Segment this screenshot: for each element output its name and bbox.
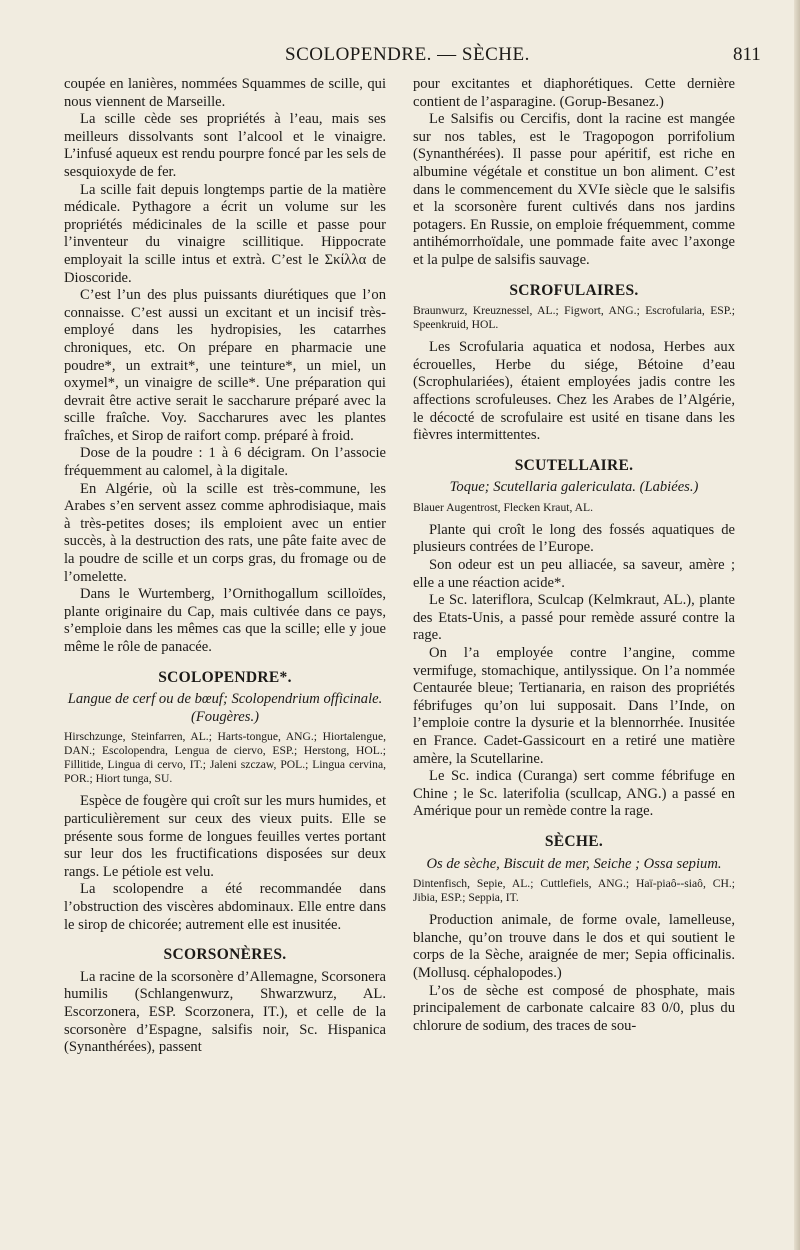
synonyms-line: Os de sèche, Biscuit de mer, Seiche ; Ossa sepium. [426, 855, 722, 872]
foreign-names: Braunwurz, Kreuznessel, AL.; Figwort, ANG.; Escrofularia, ESP.; Speenkruid, HOL. [413, 304, 735, 332]
paragraph: La scille cède ses propriétés à l’eau, mais ses meilleurs dissolvants sont l’alcool et le vinaigre. L’infusé aqueux est rendu pourpre foncé par les sels de sesquioxyde de fer. [64, 111, 386, 180]
synonyms-line: Langue de cerf ou de bœuf; Scolopendrium officinale. (Fougères.) [67, 691, 383, 725]
paragraph: Les Scrofularia aquatica et nodosa, Herbes aux écrouelles, Herbe du siége, Bétoine d’eau (Scrophulariées), étaient employées jadis contre les affections scrofuleuses. Chez les Arabes de l’Algérie, le décocté de scrofulaire est usité en tisane dans les fièvres intermittentes. [413, 339, 735, 444]
paragraph: On l’a employée contre l’angine, comme vermifuge, stomachique, antilyssique. On l’a nommée Centaurée bleue; Tertianaria, en raison des propriétés fébrifuges qu’on lui supposait. Dans l’Inde, on l’emploie contre la dysurie et la blennorrhée. Inusitée en France. Cadet-Gassicourt en a retiré une matière amère, la Scutellarine. [413, 645, 735, 767]
paragraph: Espèce de fougère qui croît sur les murs humides, et particulièrement sur ceux des vieux puits. Elle se présente sous forme de longues feuilles vertes portant sur leur dos les fructifications disposées sur deux rangs. Le pétiole est velu. [64, 793, 386, 880]
paragraph: Dans le Wurtemberg, l’Ornithogallum scilloïdes, plante originaire du Cap, mais cultivée dans ce pays, s’emploie dans les mêmes cas que la scille; elle y joue même le rôle de panacée. [64, 586, 386, 655]
paragraph: Production animale, de forme ovale, lamelleuse, blanche, qu’on trouve dans le dos et qui soutient le corps de la Sèche, araignée de mer; Sepia officinalis. (Mollusq. céphalopodes.) [413, 912, 735, 981]
paragraph: coupée en lanières, nommées Squammes de scille, qui nous viennent de Marseille. [64, 76, 386, 110]
paragraph: L’os de sèche est composé de phosphate, mais principalement de carbonate calcaire 83 0/0, plus du chlorure de sodium, des traces de sou- [413, 982, 735, 1034]
paragraph: Son odeur est un peu alliacée, sa saveur, amère ; elle a une réaction acide*. [413, 557, 735, 591]
left-column [64, 76, 386, 1057]
paragraph: Le Sc. indica (Curanga) sert comme fébrifuge en Chine ; le Sc. laterifolia (scullcap, ANG.) a passé en Amérique pour un remède contre la rage. [413, 768, 735, 820]
section-heading: SÈCHE. [544, 832, 604, 850]
paragraph: En Algérie, où la scille est très-commune, les Arabes s’en servent assez comme aphrodisiaque, mais à très-petites doses; ils emploient avec un entier succès, à la destruction des rats, une pâte faite avec de la poudre de scille et un corps gras, du fromage ou de l’omelette. [64, 480, 386, 585]
page-number: 811 [733, 44, 761, 65]
section-heading: SCUTELLAIRE. [514, 456, 634, 474]
paragraph: Dose de la poudre : 1 à 6 décigram. On l’associe fréquemment au calomel, à la digitale. [64, 445, 386, 480]
paragraph: La scille fait depuis longtemps partie de la matière médicale. Pythagore a écrit un volume sur les propriétés médicinales de la scille et passe pour l’inventeur du vinaigre scillitique. Hippocrate employait la scille intus et extrà. C’est le Σκίλλα de Dioscoride. [64, 181, 386, 286]
section-heading: SCOLOPENDRE*. [158, 668, 292, 686]
paragraph: C’est l’un des plus puissants diurétiques que l’on connaisse. C’est aussi un excitant et un incisif très-employé dans les hydropisies, les catarrhes chroniques, etc. On prépare en pharmacie une poudre*, un extrait*, une teinture*, un miel, un oxymel*, un vinaigre de scille*. Une préparation qui devrait être active serait le saccharure préparé avec la scille fraîche. Voy. Saccharures avec les plantes fraîches, et Sirop de raifort comp. préparé à froid. [64, 287, 386, 444]
page-edge-shadow [794, 0, 800, 1250]
paragraph: Plante qui croît le long des fossés aquatiques de plusieurs contrées de l’Europe. [413, 521, 735, 556]
right-column [413, 76, 735, 1035]
section-heading: SCORSONÈRES. [163, 946, 287, 964]
paragraph: pour excitantes et diaphorétiques. Cette dernière contient de l’asparagine. (Gorup-Besanez.) [413, 76, 735, 110]
foreign-names: Dintenfisch, Sepie, AL.; Cuttlefiels, ANG.; Haï-piaô--siaô, CH.; Jibia, ESP.; Seppia, IT. [413, 877, 735, 905]
foreign-names: Blauer Augentrost, Flecken Kraut, AL. [413, 500, 593, 514]
paragraph: Le Salsifis ou Cercifis, dont la racine est mangée sur nos tables, est le Tragopogon porrifolium (Synanthérées). Il passe pour apéritif, est riche en albumine végétale et constitue un bon aliment. C’est dans le commencement du XVIe siècle que le salsifis et la scorsonère furent cultivés dans nos jardins potagers. En Russie, on emploie fréquemment, comme antihémorrhoïdale, une pommade faite avec l’axonge et la pulpe de salsifis sauvage. [413, 111, 735, 268]
running-head-title: SCOLOPENDRE. — SÈCHE. [285, 44, 530, 65]
paragraph: La scolopendre a été recommandée dans l’obstruction des viscères abdominaux. Elle entre dans le sirop de chicorée; autrement elle est inusitée. [64, 881, 386, 933]
section-heading: SCROFULAIRES. [509, 281, 639, 299]
paragraph: La racine de la scorsonère d’Allemagne, Scorsonera humilis (Schlangenwurz, Shwarzwurz, AL. Escorzonera, ESP. Scorzonera, IT.), et celle de la scorsonère d’Espagne, salsifis noir, Sc. Hispanica (Synanthérées), passent [64, 968, 386, 1056]
paragraph: Le Sc. lateriflora, Sculcap (Kelmkraut, AL.), plante des Etats-Unis, a passé pour remède assuré contre la rage. [413, 592, 735, 644]
foreign-names: Hirschzunge, Steinfarren, AL.; Harts-tongue, ANG.; Hiortalengue, DAN.; Escolopendra, Lengua de ciervo, ESP.; Herstong, HOL.; Fillitide, Lingua di cervo, IT.; Jaleni szczaw, POL.; Lingua cervina, POR.; Hiort tunga, SU. [64, 730, 386, 786]
synonyms-line: Toque; Scutellaria galericulata. (Labiées.) [449, 479, 699, 496]
running-head [0, 44, 800, 74]
